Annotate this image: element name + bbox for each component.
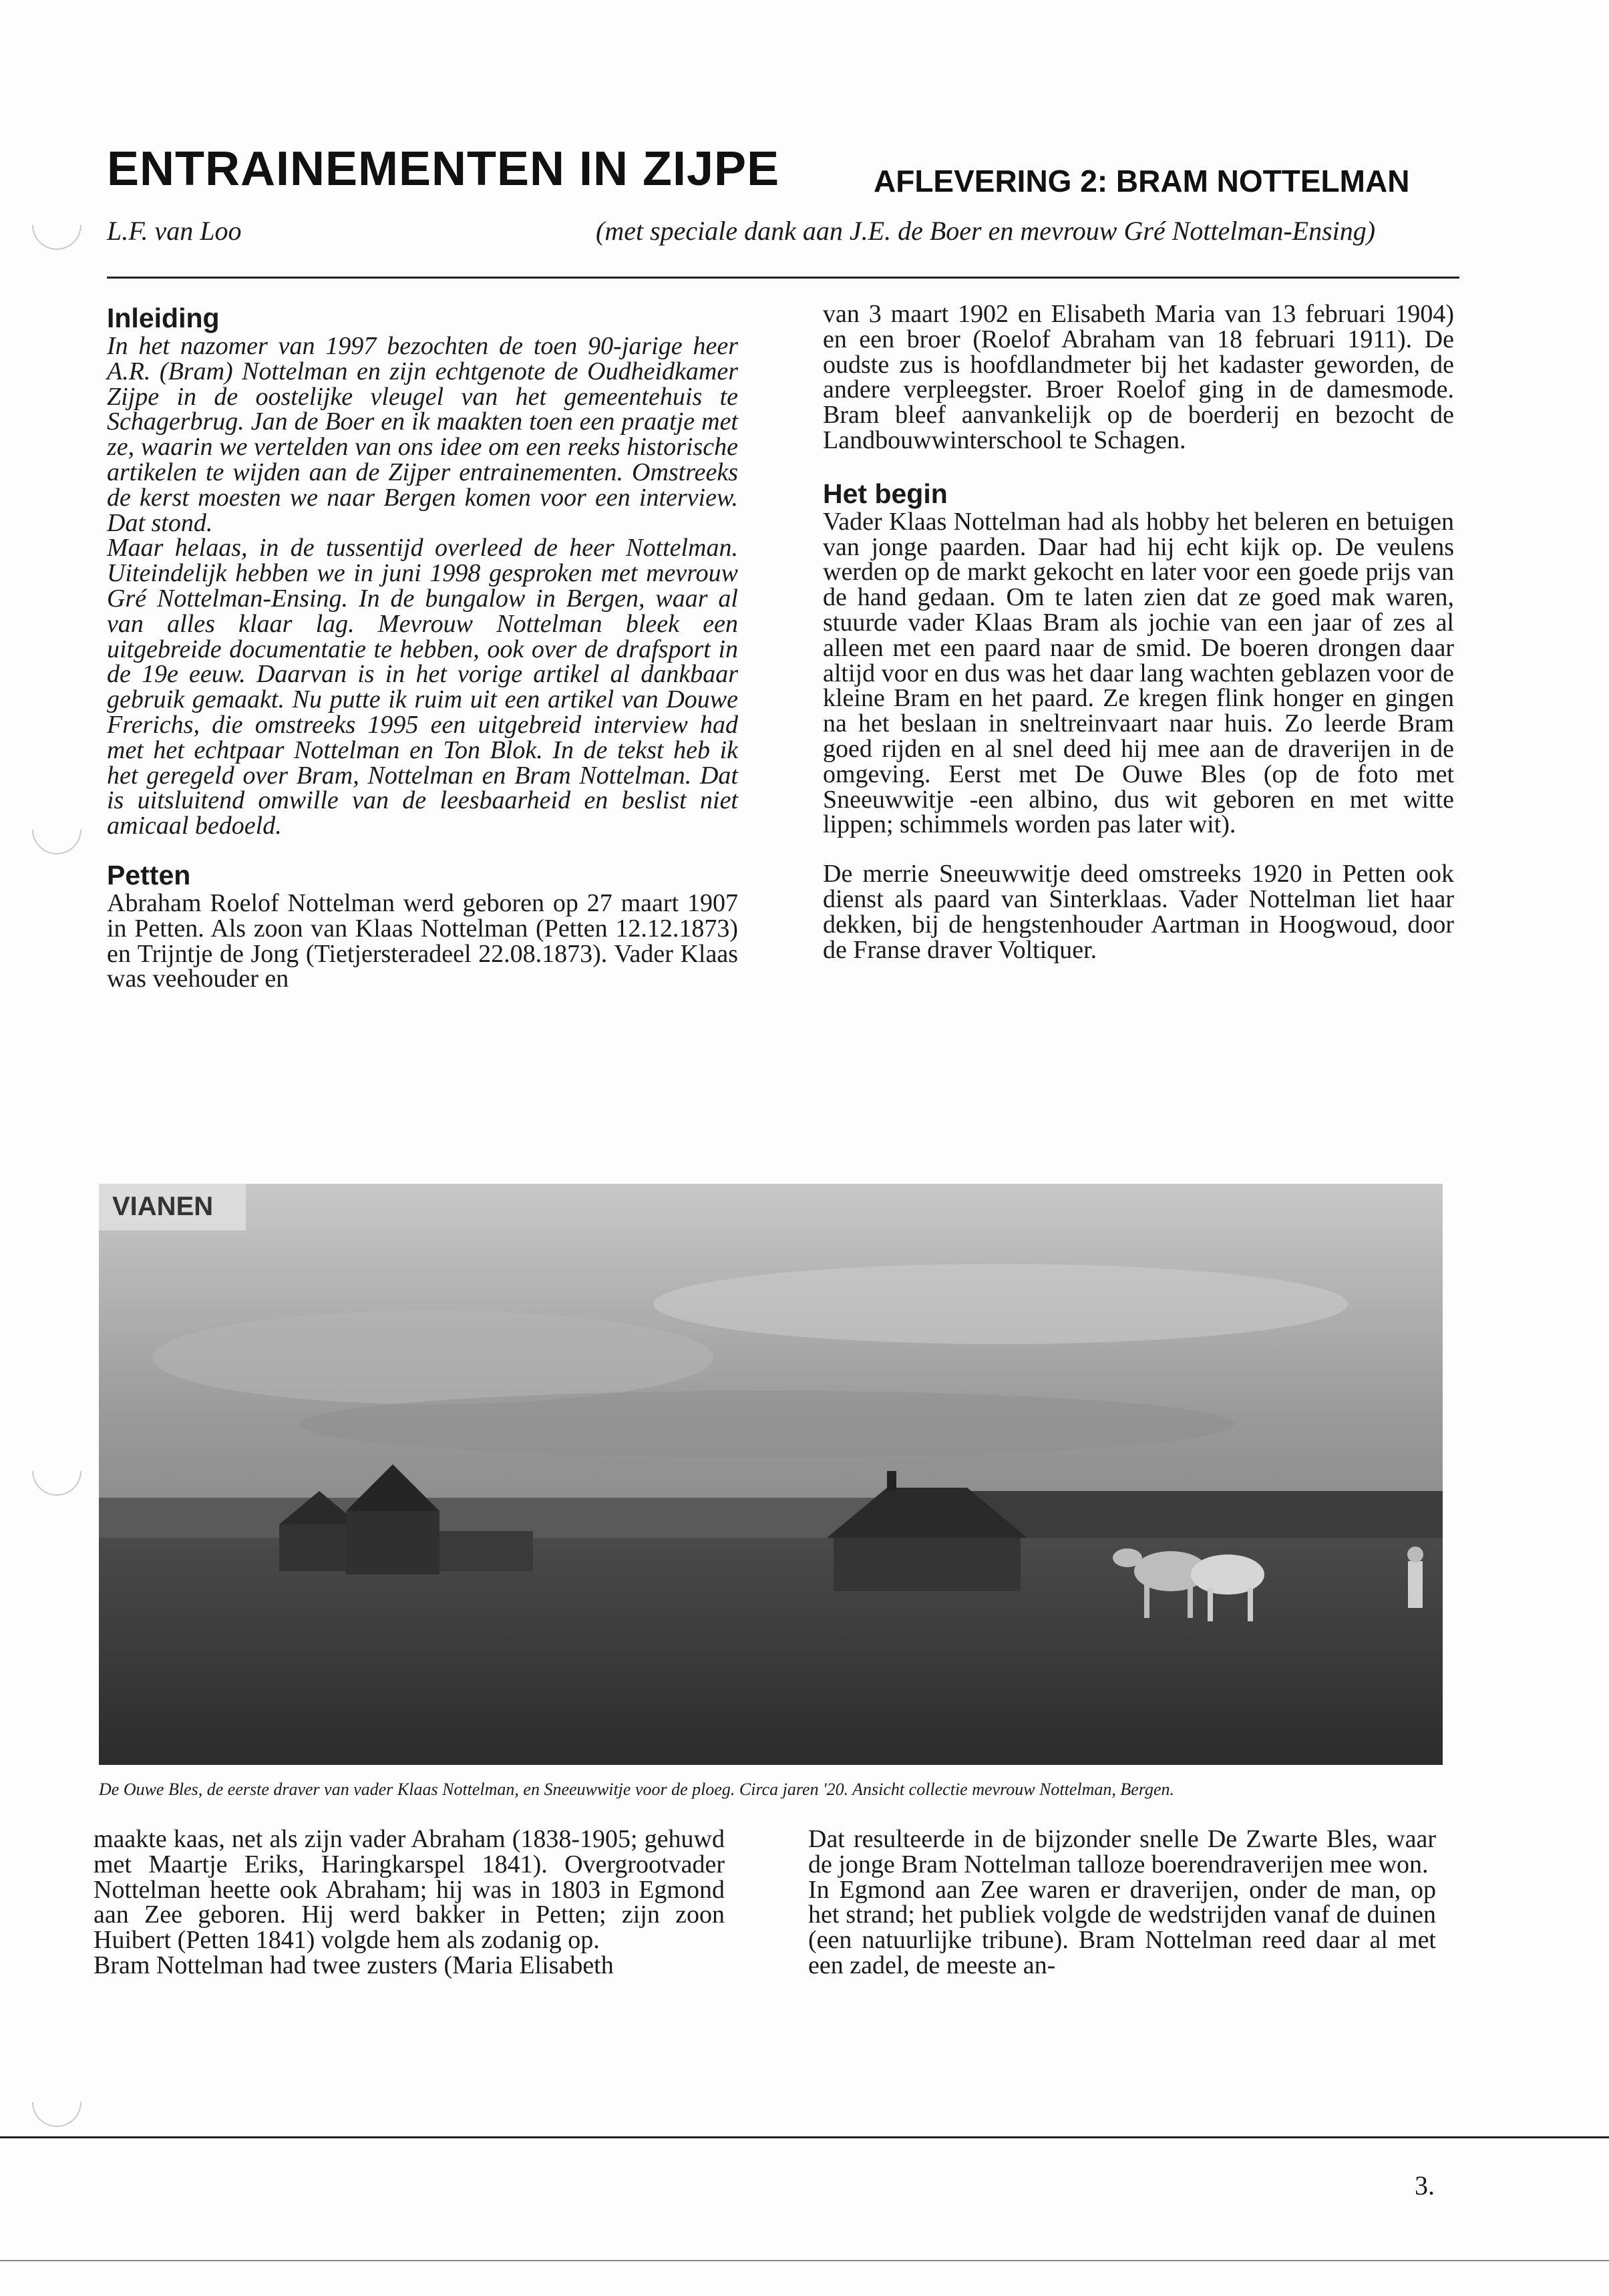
- punch-hole-mark: [22, 2068, 92, 2138]
- racing-paragraph: Dat resulteerde in de bijzonder snelle De Zwarte Bles, waar de jonge Bram Nottelman talloze boerendraverijen mee won.: [808, 1825, 1436, 1878]
- het-begin-paragraph: De merrie Sneeuwwitje deed omstreeks 1920 in Petten ook dienst als paard van Sinterklaas. Vader Nottelman liet haar dekken, bij de hengstenhouder Aartman in Hoogwoud, door de Franse draver Voltiquer.: [823, 860, 1454, 964]
- acknowledgement: (met speciale dank aan J.E. de Boer en mevrouw Gré Nottelman-Ensing): [596, 216, 1376, 246]
- photo-overlay-label: VIANEN: [112, 1192, 214, 1221]
- left-column: [107, 302, 738, 992]
- section-heading-het-begin: Het begin: [823, 478, 948, 509]
- racing-paragraph: In Egmond aan Zee waren er draverijen, onder de man, op het strand; het publiek volgde de wedstrijden vanaf de duinen (een natuurlijke tribune). Bram Nottelman reed daar al met een zadel, de meeste an-: [808, 1875, 1436, 1979]
- footer-divider: [0, 2136, 1609, 2138]
- ancestry-paragraph: maakte kaas, net als zijn vader Abraham (1838-1905; gehuwd met Maartje Eriks, Haringkarspel 1841). Overgrootvader Nottelman heette ook Abraham; hij was in 1803 in Egmond aan Zee geboren. Hij werd bakker in Petten; zijn zoon Huibert (Petten 1841) volgde hem als zodanig op.: [94, 1825, 725, 1955]
- het-begin-paragraph: Vader Klaas Nottelman had als hobby het beleren en betuigen van jonge paarden. Daar had hij echt kijk op. De veulens werden op de markt gekocht en later voor een goede prijs van de hand gedaan. Om te laten zien dat ze goed mak waren, stuurde vader Klaas Bram als jochie van een jaar of zes al alleen met een paard naar de smid. De boeren drongen daar altijd voor en dus was het daar lang wachten geblazen voor de kleine Bram en het paard. Ze kregen flink honger en gingen na het beslaan in sneltreinvaart naar huis. Zo leerde Bram goed rijden en al snel deed hij mee aan de draverijen in de omgeving. Eerst met De Ouwe Bles (op de foto met Sneeuwwitje -een albino, dus wit geboren en met witte lippen; schimmels worden pas later wit).: [823, 507, 1454, 839]
- bottom-edge-line: [0, 2260, 1609, 2261]
- article-subtitle: AFLEVERING 2: BRAM NOTTELMAN: [874, 164, 1410, 198]
- right-column: [823, 302, 1454, 963]
- petten-paragraph: Abraham Roelof Nottelman werd geboren op 27 maart 1907 in Petten. Als zoon van Klaas Nottelman (Petten 12.12.1873) en Trijntje de Jong (Tietjersteradeel 22.08.1873). Vader Klaas was veehouder en: [107, 888, 738, 993]
- punch-hole-mark: [22, 1436, 92, 1506]
- punch-hole-mark: [22, 795, 92, 865]
- bottom-left-column: [94, 1827, 725, 1979]
- page-number: 3.: [1415, 2170, 1435, 2200]
- article-title: ENTRAINEMENTEN IN ZIJPE: [107, 142, 780, 196]
- inleiding-paragraph: In het nazomer van 1997 bezochten de toen 90-jarige heer A.R. (Bram) Nottelman en zijn echtgenote de Oudheidkamer Zijpe in de oostelijke vleugel van het gemeentehuis te Schagerbrug. Jan de Boer en ik maakten toen een praatje met ze, waarin we vertelden van ons idee om een reeks historische artikelen te wijden aan de Zijper entrainementen. Omstreeks de kerst moesten we naar Bergen komen voor een interview. Dat stond.: [107, 332, 738, 537]
- photo-caption: De Ouwe Bles, de eerste draver van vader Klaas Nottelman, en Sneeuwwitje voor de ploeg. Circa jaren '20. Ansicht collectie mevrouw Nottelman, Bergen.: [99, 1780, 1175, 1799]
- section-heading-petten: Petten: [107, 859, 191, 890]
- inleiding-paragraph: Maar helaas, in de tussentijd overleed de heer Nottelman. Uiteindelijk hebben we in juni 1998 gesproken met mevrouw Gré Nottelman-Ensing. In de bungalow in Bergen, waar al van alles klaar lag. Mevrouw Nottelman bleek een uitgebreide documentatie te hebben, ook over de drafsport in de 19e eeuw. Daarvan is in het vorige artikel al dankbaar gebruik gemaakt. Nu putte ik ruim uit een artikel van Douwe Frerichs, die omstreeks 1995 een uitgebreid interview had met het echtpaar Nottelman en Ton Blok. In de tekst heb ik het geregeld over Bram, Nottelman en Bram Nottelman. Dat is uitsluitend omwille van de leesbaarheid en beslist niet amicaal bedoeld.: [107, 534, 738, 840]
- punch-hole-mark: [22, 190, 92, 261]
- photo-illustration: [99, 1184, 1443, 1765]
- historical-photo: [99, 1184, 1443, 1765]
- header-divider: [107, 277, 1459, 279]
- author-name: L.F. van Loo: [107, 216, 242, 246]
- section-heading-inleiding: Inleiding: [107, 303, 220, 333]
- family-paragraph: van 3 maart 1902 en Elisabeth Maria van 13 februari 1904) en een broer (Roelof Abraham van 18 februari 1911). De oudste zus is hoofdlandmeter bij het kadaster geworden, de andere verpleegster. Broer Roelof ging in de damesmode. Bram bleef aanvankelijk op de boerderij en bezocht de Landbouwwinterschool te Schagen.: [823, 300, 1454, 454]
- bottom-right-column: [808, 1827, 1436, 1979]
- ancestry-paragraph: Bram Nottelman had twee zusters (Maria Elisabeth: [94, 1951, 614, 1979]
